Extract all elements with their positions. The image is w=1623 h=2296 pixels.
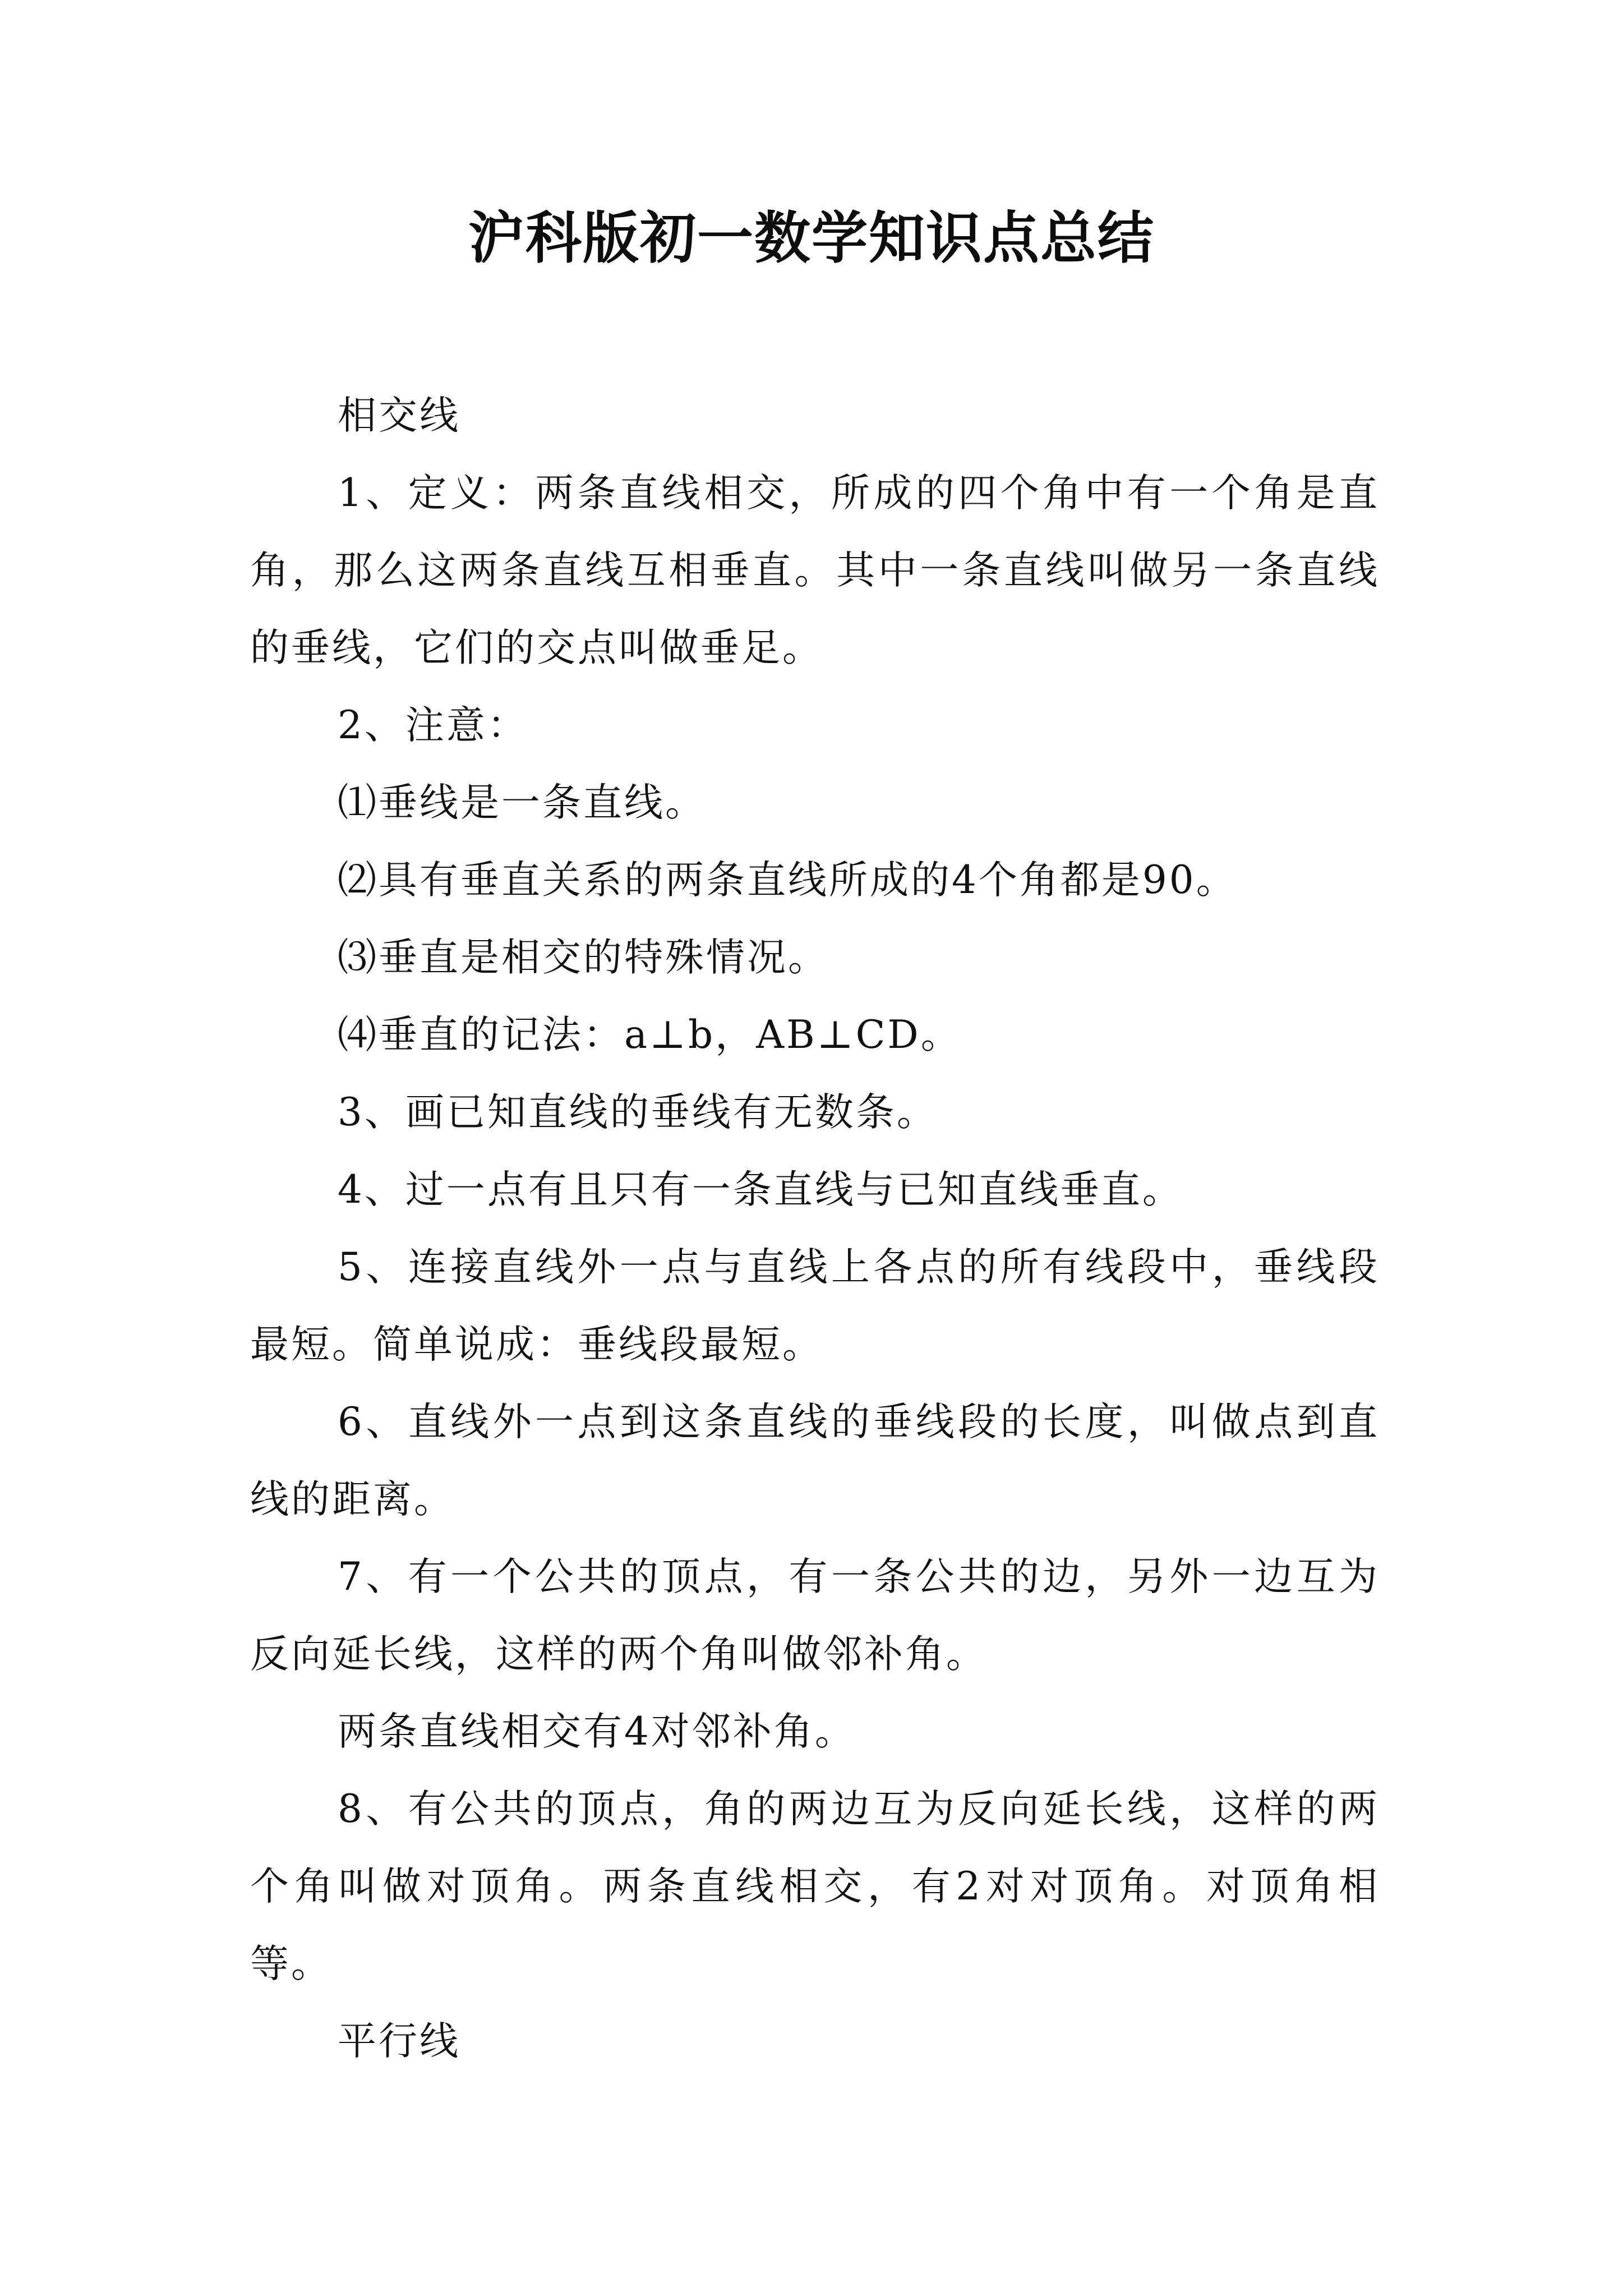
paragraph-point-6: 6、直线外一点到这条直线的垂线段的长度，叫做点到直线的距离。 — [250, 1400, 1380, 1522]
note-item-4: ⑷垂直的记法：a⊥b，AB⊥CD。 — [338, 1013, 962, 1057]
paragraph-point-5: 5、连接直线外一点与直线上各点的所有线段中，垂线段最短。简单说成：垂线段最短。 — [250, 1245, 1380, 1367]
paragraph-definition: 1、定义：两条直线相交，所成的四个角中有一个角是直角，那么这两条直线互相垂直。其中一条直线叫做另一条直线的垂线，它们的交点叫做垂足。 — [250, 471, 1380, 670]
section-heading-parallel-lines: 平行线 — [338, 2019, 460, 2064]
page-title: 沪科版初一数学知识点总结 — [468, 205, 1155, 271]
note-item-2: ⑵具有垂直关系的两条直线所成的4个角都是90。 — [338, 858, 1237, 903]
paragraph-point-7: 7、有一个公共的顶点，有一条公共的边，另外一边互为反向延长线，这样的两个角叫做邻补角。 — [250, 1554, 1380, 1677]
paragraph-point-8: 8、有公共的顶点，角的两边互为反向延长线，这样的两个角叫做对顶角。两条直线相交，有2对对顶角。对顶角相等。 — [250, 1787, 1380, 1986]
paragraph-note-heading: 2、注意： — [338, 703, 528, 748]
document-body — [250, 377, 1380, 2080]
paragraph-point-3: 3、画已知直线的垂线有无数条。 — [338, 1090, 938, 1135]
section-heading-intersecting-lines: 相交线 — [338, 393, 460, 438]
note-item-3: ⑶垂直是相交的特殊情况。 — [338, 935, 829, 980]
note-item-1: ⑴垂线是一条直线。 — [338, 780, 706, 825]
paragraph-adjacent-angles: 两条直线相交有4对邻补角。 — [338, 1709, 856, 1754]
paragraph-point-4: 4、过一点有且只有一条直线与已知直线垂直。 — [338, 1167, 1183, 1212]
